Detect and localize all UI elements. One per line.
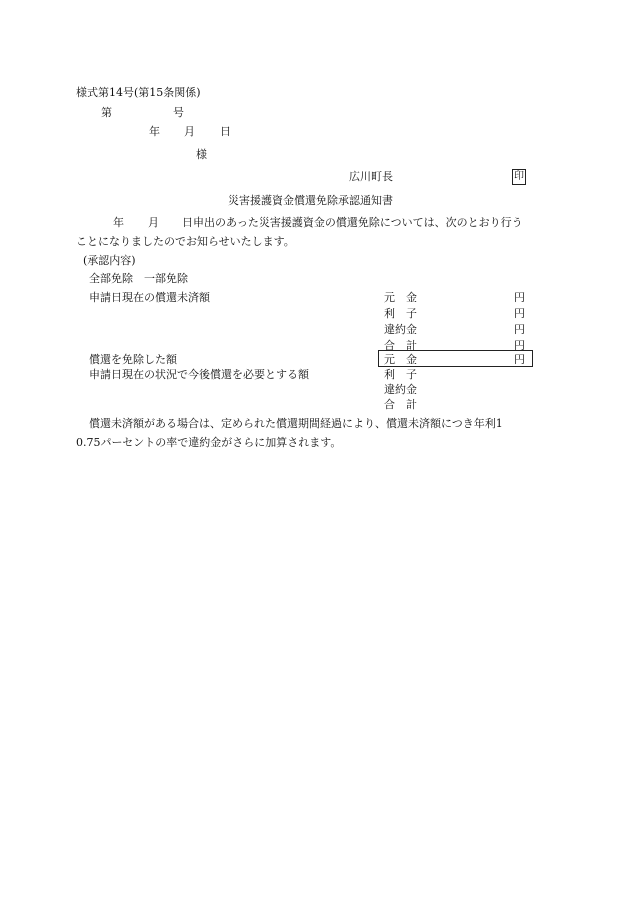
required-label: 申請日現在の状況で今後償還を必要とする額: [89, 368, 309, 381]
number-go: 号: [173, 106, 184, 119]
exempted-label: 償還を免除した額: [89, 353, 177, 366]
note-line-1: 償還未済額がある場合は、定められた償還期間経過により、償還未済額につき年利1: [89, 417, 503, 430]
note-line-2: 0.75パーセントの率で違約金がさらに加算されます。: [76, 436, 342, 449]
form-label: 様式第14号(第15条関係): [76, 86, 201, 99]
approval-heading: (承認内容): [83, 254, 136, 267]
unpaid-interest-unit: 円: [514, 307, 525, 320]
body-month: 月: [148, 216, 159, 229]
unpaid-penalty-unit: 円: [514, 323, 525, 336]
required-interest-label: 利 子: [384, 368, 417, 381]
unpaid-total-unit: 円: [514, 339, 525, 352]
document-title: 災害援護資金償還免除承認通知書: [228, 194, 393, 207]
exempted-principal-unit: 円: [514, 353, 525, 366]
number-dai: 第: [101, 106, 112, 119]
unpaid-label: 申請日現在の償還未済額: [89, 291, 210, 304]
date-day: 日: [220, 125, 231, 138]
date-year: 年: [149, 125, 160, 138]
required-total-label: 合 計: [384, 398, 417, 411]
body-year: 年: [113, 216, 124, 229]
issuer-name: 広川町長: [349, 170, 393, 183]
body-line-2: ことになりましたのでお知らせいたします。: [76, 235, 295, 248]
addressee-suffix: 様: [196, 148, 207, 161]
required-penalty-label: 違約金: [384, 383, 417, 396]
unpaid-penalty-label: 違約金: [384, 323, 417, 336]
exemption-type: 全部免除 一部免除: [89, 272, 188, 285]
unpaid-interest-label: 利 子: [384, 307, 417, 320]
body-line-1: 日申出のあった災害援護資金の償還免除については、次のとおり行う: [182, 216, 523, 229]
seal-box: 印: [512, 169, 526, 185]
unpaid-principal-unit: 円: [514, 291, 525, 304]
unpaid-total-label: 合 計: [384, 339, 417, 352]
unpaid-principal-label: 元 金: [384, 291, 417, 304]
exempted-principal-label: 元 金: [384, 353, 417, 366]
date-month: 月: [184, 125, 195, 138]
